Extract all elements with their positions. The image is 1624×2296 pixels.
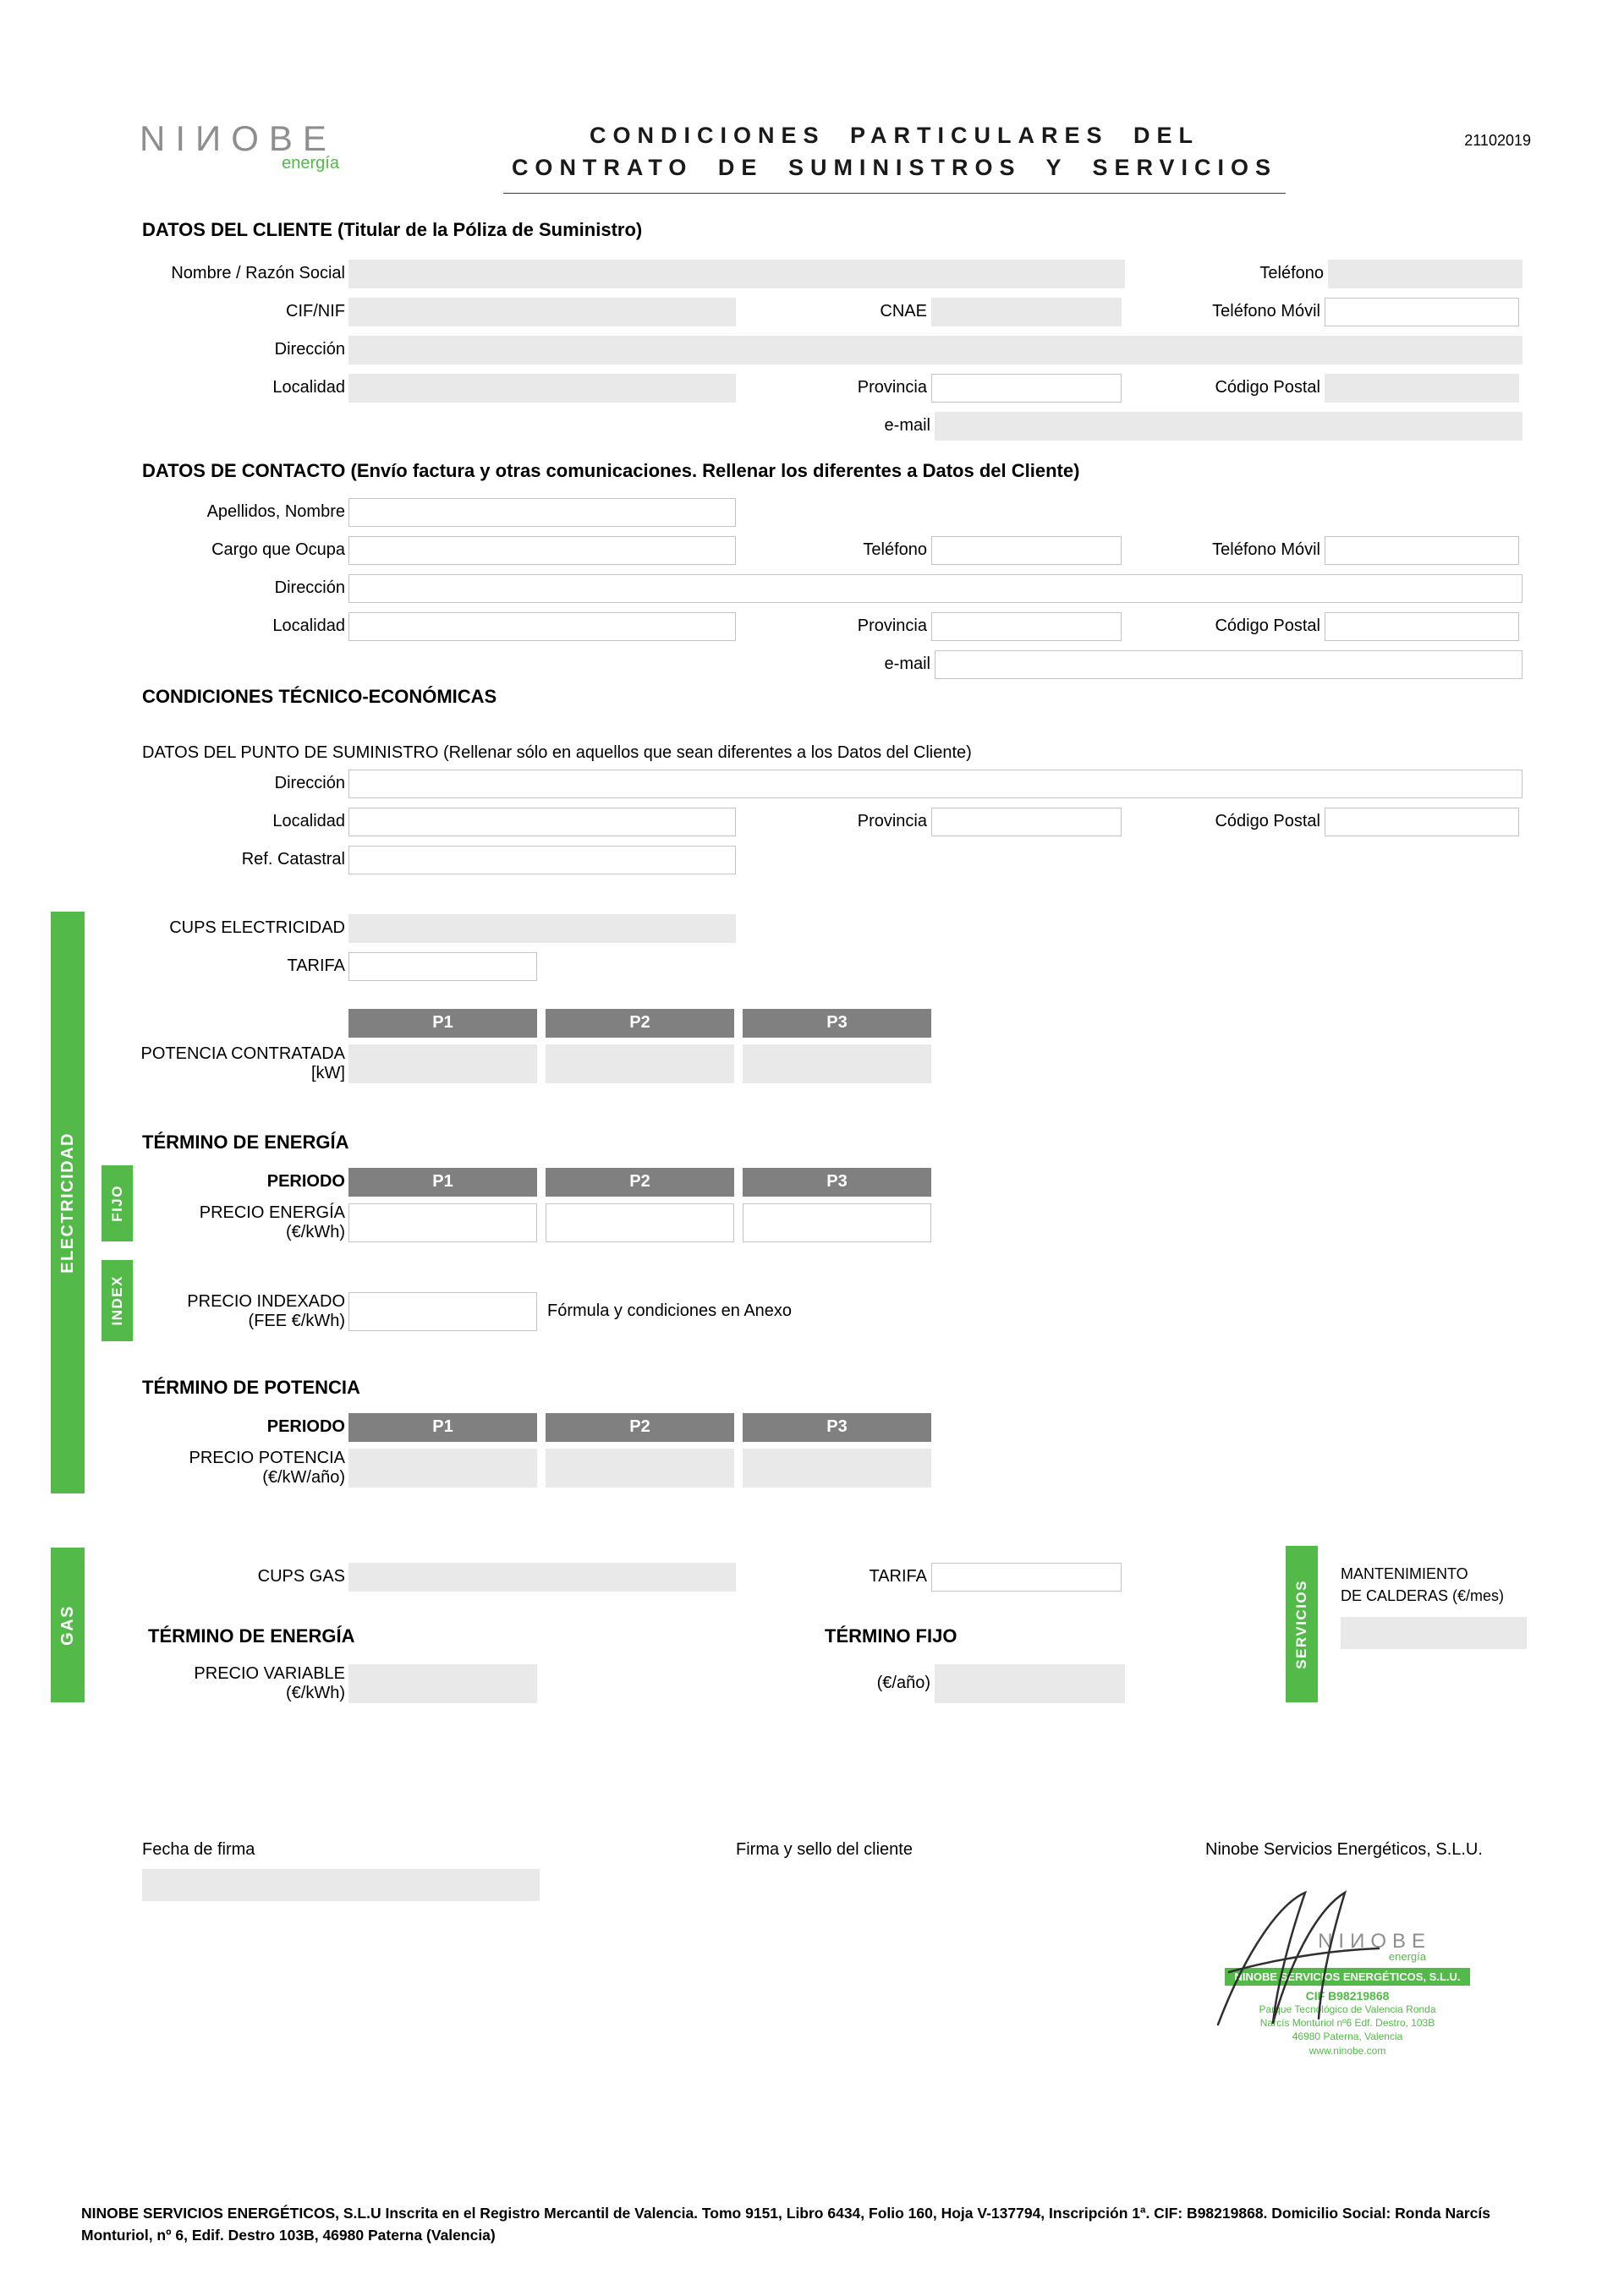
label-contacto-provincia: Provincia	[857, 616, 927, 636]
contacto-apellidos-input[interactable]	[348, 498, 736, 527]
table-header-p2: P2	[546, 1009, 734, 1038]
contacto-provincia-input[interactable]	[931, 612, 1122, 641]
signature-image	[1197, 1888, 1442, 2040]
label-cups-gas: CUPS GAS	[257, 1567, 345, 1586]
energia-header-p1: P1	[348, 1168, 537, 1197]
row-punto-localidad	[0, 808, 1624, 836]
row-firma-labels	[0, 1840, 1624, 1862]
electricidad-sidebar-label: ELECTRICIDAD	[58, 1132, 77, 1274]
row-punto-direccion	[0, 770, 1624, 798]
precio-energia-p1-input[interactable]	[348, 1203, 537, 1242]
cliente-cnae-input[interactable]	[931, 298, 1122, 326]
row-contacto-email	[0, 650, 1624, 679]
document-title	[503, 118, 1286, 194]
cliente-telefono-input[interactable]	[1328, 260, 1522, 288]
cups-electricidad-input[interactable]	[348, 914, 736, 943]
label-cargo: Cargo que Ocupa	[211, 540, 345, 560]
label-precio-energia-line1: PRECIO ENERGÍA	[199, 1203, 345, 1222]
label-mantenimiento-line2: DE CALDERAS (€/mes)	[1341, 1587, 1505, 1605]
label-precio-indexado-line2: (FEE €/kWh)	[248, 1311, 345, 1330]
potencia-p2-input[interactable]	[546, 1044, 734, 1083]
contacto-localidad-input[interactable]	[348, 612, 736, 641]
cups-gas-input[interactable]	[348, 1563, 736, 1592]
heading-gas-termino-fijo: TÉRMINO FIJO	[825, 1625, 957, 1647]
row-contacto-localidad	[0, 612, 1624, 641]
label-periodo-energia: PERIODO	[266, 1172, 345, 1192]
label-nombre-razon-social: Nombre / Razón Social	[171, 264, 345, 283]
label-firma-empresa: Ninobe Servicios Energéticos, S.L.U.	[1205, 1839, 1483, 1859]
punto-localidad-input[interactable]	[348, 808, 736, 836]
formula-note: Fórmula y condiciones en Anexo	[547, 1301, 793, 1321]
stamp-website: www.ninobe.com	[1309, 2044, 1386, 2057]
cliente-localidad-input[interactable]	[348, 374, 736, 403]
label-telefono-movil: Teléfono Móvil	[1212, 302, 1320, 321]
label-precio-potencia	[81, 1449, 345, 1488]
row-precio-energia	[0, 1203, 1624, 1242]
fijo-tab	[102, 1165, 133, 1241]
label-telefono: Teléfono	[1259, 264, 1324, 283]
ninobe-logo	[140, 118, 351, 173]
label-punto-codigo-postal: Código Postal	[1215, 812, 1320, 831]
stamp-company-name: NINOBE SERVICIOS ENERGÉTICOS, S.L.U.	[1225, 1968, 1470, 1986]
row-cliente-localidad	[0, 374, 1624, 403]
punto-codigo-postal-input[interactable]	[1325, 808, 1519, 836]
label-potencia-contratada	[81, 1044, 345, 1083]
contacto-email-input[interactable]	[935, 650, 1522, 679]
electricidad-sidebar	[51, 912, 85, 1493]
cliente-email-input[interactable]	[935, 412, 1522, 441]
row-tarifa-electricidad	[0, 952, 1624, 981]
potencia-header-p1: P1	[348, 1413, 537, 1442]
label-tarifa-gas: TARIFA	[869, 1567, 927, 1586]
row-contacto-direccion	[0, 574, 1624, 603]
contacto-cargo-input[interactable]	[348, 536, 736, 565]
label-contacto-localidad: Localidad	[272, 616, 345, 636]
contacto-telefono-movil-input[interactable]	[1325, 536, 1519, 565]
row-cliente-direccion	[0, 336, 1624, 364]
label-ref-catastral: Ref. Catastral	[241, 850, 345, 869]
precio-potencia-p2-input[interactable]	[546, 1449, 734, 1488]
label-punto-provincia: Provincia	[857, 812, 927, 831]
index-tab-label: INDEX	[108, 1275, 125, 1326]
contacto-codigo-postal-input[interactable]	[1325, 612, 1519, 641]
section-heading-condiciones: CONDICIONES TÉCNICO-ECONÓMICAS	[142, 685, 497, 707]
precio-potencia-p1-input[interactable]	[348, 1449, 537, 1488]
row-potencia-header	[0, 1009, 1624, 1038]
row-cups-electricidad	[0, 914, 1624, 943]
label-punto-direccion: Dirección	[274, 774, 345, 793]
servicios-sidebar	[1286, 1546, 1318, 1702]
punto-direccion-input[interactable]	[348, 770, 1522, 798]
tarifa-gas-input[interactable]	[931, 1563, 1122, 1592]
mantenimiento-block	[1341, 1563, 1535, 1649]
section-heading-datos-cliente: DATOS DEL CLIENTE (Titular de la Póliza de Suministro)	[142, 218, 643, 240]
fijo-tab-label: FIJO	[108, 1185, 125, 1222]
precio-energia-p2-input[interactable]	[546, 1203, 734, 1242]
label-precio-variable-line1: PRECIO VARIABLE	[194, 1663, 345, 1683]
label-contacto-telefono-movil: Teléfono Móvil	[1212, 540, 1320, 560]
cliente-nombre-input[interactable]	[348, 260, 1125, 288]
label-cups-electricidad: CUPS ELECTRICIDAD	[169, 918, 345, 938]
row-contacto-cargo	[0, 536, 1624, 565]
label-precio-variable-line2: (€/kWh)	[286, 1683, 345, 1702]
row-precio-potencia	[0, 1449, 1624, 1488]
row-gas-precios	[0, 1664, 1624, 1703]
potencia-header-p2: P2	[546, 1413, 734, 1442]
energia-header-p2: P2	[546, 1168, 734, 1197]
heading-termino-potencia: TÉRMINO DE POTENCIA	[142, 1376, 360, 1398]
gas-sidebar	[51, 1548, 85, 1702]
label-mantenimiento-line1: MANTENIMIENTO	[1341, 1565, 1468, 1582]
cliente-cif-input[interactable]	[348, 298, 736, 326]
header	[140, 118, 1531, 194]
label-cnae: CNAE	[880, 302, 927, 321]
punto-ref-catastral-input[interactable]	[348, 846, 736, 874]
label-firma-cliente: Firma y sello del cliente	[736, 1839, 913, 1859]
stamp-address-line1: Parque Tecnológico de Valencia Ronda	[1259, 2003, 1436, 2015]
row-periodo-energia	[0, 1168, 1624, 1197]
label-localidad: Localidad	[272, 378, 345, 397]
punto-provincia-input[interactable]	[931, 808, 1122, 836]
label-contacto-email: e-mail	[884, 655, 930, 674]
table-header-p1: P1	[348, 1009, 537, 1038]
precio-variable-gas-input[interactable]	[348, 1664, 537, 1703]
row-cliente-email	[0, 412, 1624, 441]
termino-fijo-gas-input[interactable]	[935, 1664, 1125, 1703]
title-line-1: CONDICIONES PARTICULARES DEL	[589, 123, 1199, 148]
logo-tagline: energía	[282, 154, 339, 173]
mantenimiento-calderas-input[interactable]	[1341, 1617, 1527, 1649]
stamp-address-line3: 46980 Paterna, Valencia	[1292, 2030, 1403, 2043]
label-precio-variable	[81, 1664, 345, 1703]
stamp-address-line2: Narcís Monturiol nº6 Edf. Destro, 103B	[1259, 2017, 1435, 2030]
cliente-codigo-postal-input[interactable]	[1325, 374, 1519, 403]
label-precio-potencia-line2: (€/kW/año)	[262, 1467, 345, 1487]
row-precio-indexado	[0, 1292, 1624, 1331]
label-apellidos-nombre: Apellidos, Nombre	[206, 502, 345, 522]
cliente-direccion-input[interactable]	[348, 336, 1522, 364]
row-cliente-nombre	[0, 260, 1624, 288]
potencia-p1-input[interactable]	[348, 1044, 537, 1083]
section-heading-datos-contacto: DATOS DE CONTACTO (Envío factura y otras comunicaciones. Rellenar los diferentes a Datos del Cliente)	[142, 459, 1080, 481]
cliente-provincia-input[interactable]	[931, 374, 1122, 403]
label-contacto-telefono: Teléfono	[863, 540, 927, 560]
row-periodo-potencia	[0, 1413, 1624, 1442]
stamp-logo-wordmark: NIИOBE	[1318, 1930, 1431, 1953]
label-codigo-postal: Código Postal	[1215, 378, 1320, 397]
label-precio-potencia-line1: PRECIO POTENCIA	[189, 1448, 345, 1467]
fecha-firma-input[interactable]	[142, 1869, 540, 1901]
label-provincia: Provincia	[857, 378, 927, 397]
label-cif-nif: CIF/NIF	[286, 302, 345, 321]
precio-potencia-p3-input[interactable]	[743, 1449, 931, 1488]
logo-wordmark: NIИOBE	[140, 118, 337, 158]
index-tab	[102, 1260, 133, 1341]
precio-energia-p3-input[interactable]	[743, 1203, 931, 1242]
row-cliente-cif	[0, 298, 1624, 326]
potencia-header-p3: P3	[743, 1413, 931, 1442]
label-fecha-firma: Fecha de firma	[142, 1839, 255, 1859]
potencia-p3-input[interactable]	[743, 1044, 931, 1083]
label-precio-indexado-line1: PRECIO INDEXADO	[187, 1291, 345, 1311]
stamp-cif: CIF B98219868	[1305, 1989, 1390, 2003]
document-date: 21102019	[1464, 132, 1531, 149]
label-potencia-line2: [kW]	[311, 1063, 345, 1082]
label-precio-energia-line2: (€/kWh)	[286, 1222, 345, 1241]
label-contacto-codigo-postal: Código Postal	[1215, 616, 1320, 636]
title-line-2: CONTRATO DE SUMINISTROS Y SERVICIOS	[511, 154, 1278, 180]
label-potencia-line1: POTENCIA CONTRATADA	[140, 1044, 345, 1063]
gas-sidebar-label: GAS	[58, 1604, 77, 1646]
subheading-punto-suministro: DATOS DEL PUNTO DE SUMINISTRO (Rellenar sólo en aquellos que sean diferentes a los Datos del Cliente)	[142, 743, 972, 762]
tarifa-electricidad-input[interactable]	[348, 952, 537, 981]
label-punto-localidad: Localidad	[272, 812, 345, 831]
precio-indexado-input[interactable]	[348, 1292, 537, 1331]
stamp-logo-tagline: energía	[1388, 1950, 1426, 1963]
servicios-sidebar-label: SERVICIOS	[1293, 1579, 1309, 1669]
table-header-p3: P3	[743, 1009, 931, 1038]
label-email: e-mail	[884, 416, 930, 436]
heading-gas-termino-energia: TÉRMINO DE ENERGÍA	[148, 1625, 355, 1647]
row-potencia-contratada	[0, 1044, 1624, 1083]
label-termino-fijo-unit: (€/año)	[876, 1674, 930, 1693]
heading-termino-energia: TÉRMINO DE ENERGÍA	[142, 1131, 349, 1153]
energia-header-p3: P3	[743, 1168, 931, 1197]
label-contacto-direccion: Dirección	[274, 578, 345, 598]
title-wrap	[351, 118, 1438, 194]
label-direccion: Dirección	[274, 340, 345, 359]
legal-footer: NINOBE SERVICIOS ENERGÉTICOS, S.L.U Inscrita en el Registro Mercantil de Valencia. Tomo 9151, Libro 6434, Folio 160, Hoja V-137794, Inscripción 1ª. CIF: B98219868. Domicilio Social: Ronda Narcís Monturiol, nº 6, Edif. Destro 103B, 46980 Paterna (Valencia)	[81, 2205, 1490, 2244]
contacto-telefono-input[interactable]	[931, 536, 1122, 565]
contacto-direccion-input[interactable]	[348, 574, 1522, 603]
row-ref-catastral	[0, 846, 1624, 874]
row-contacto-apellidos	[0, 498, 1624, 527]
label-tarifa-electricidad: TARIFA	[287, 956, 345, 976]
label-periodo-potencia: PERIODO	[266, 1417, 345, 1437]
cliente-telefono-movil-input[interactable]	[1325, 298, 1519, 326]
